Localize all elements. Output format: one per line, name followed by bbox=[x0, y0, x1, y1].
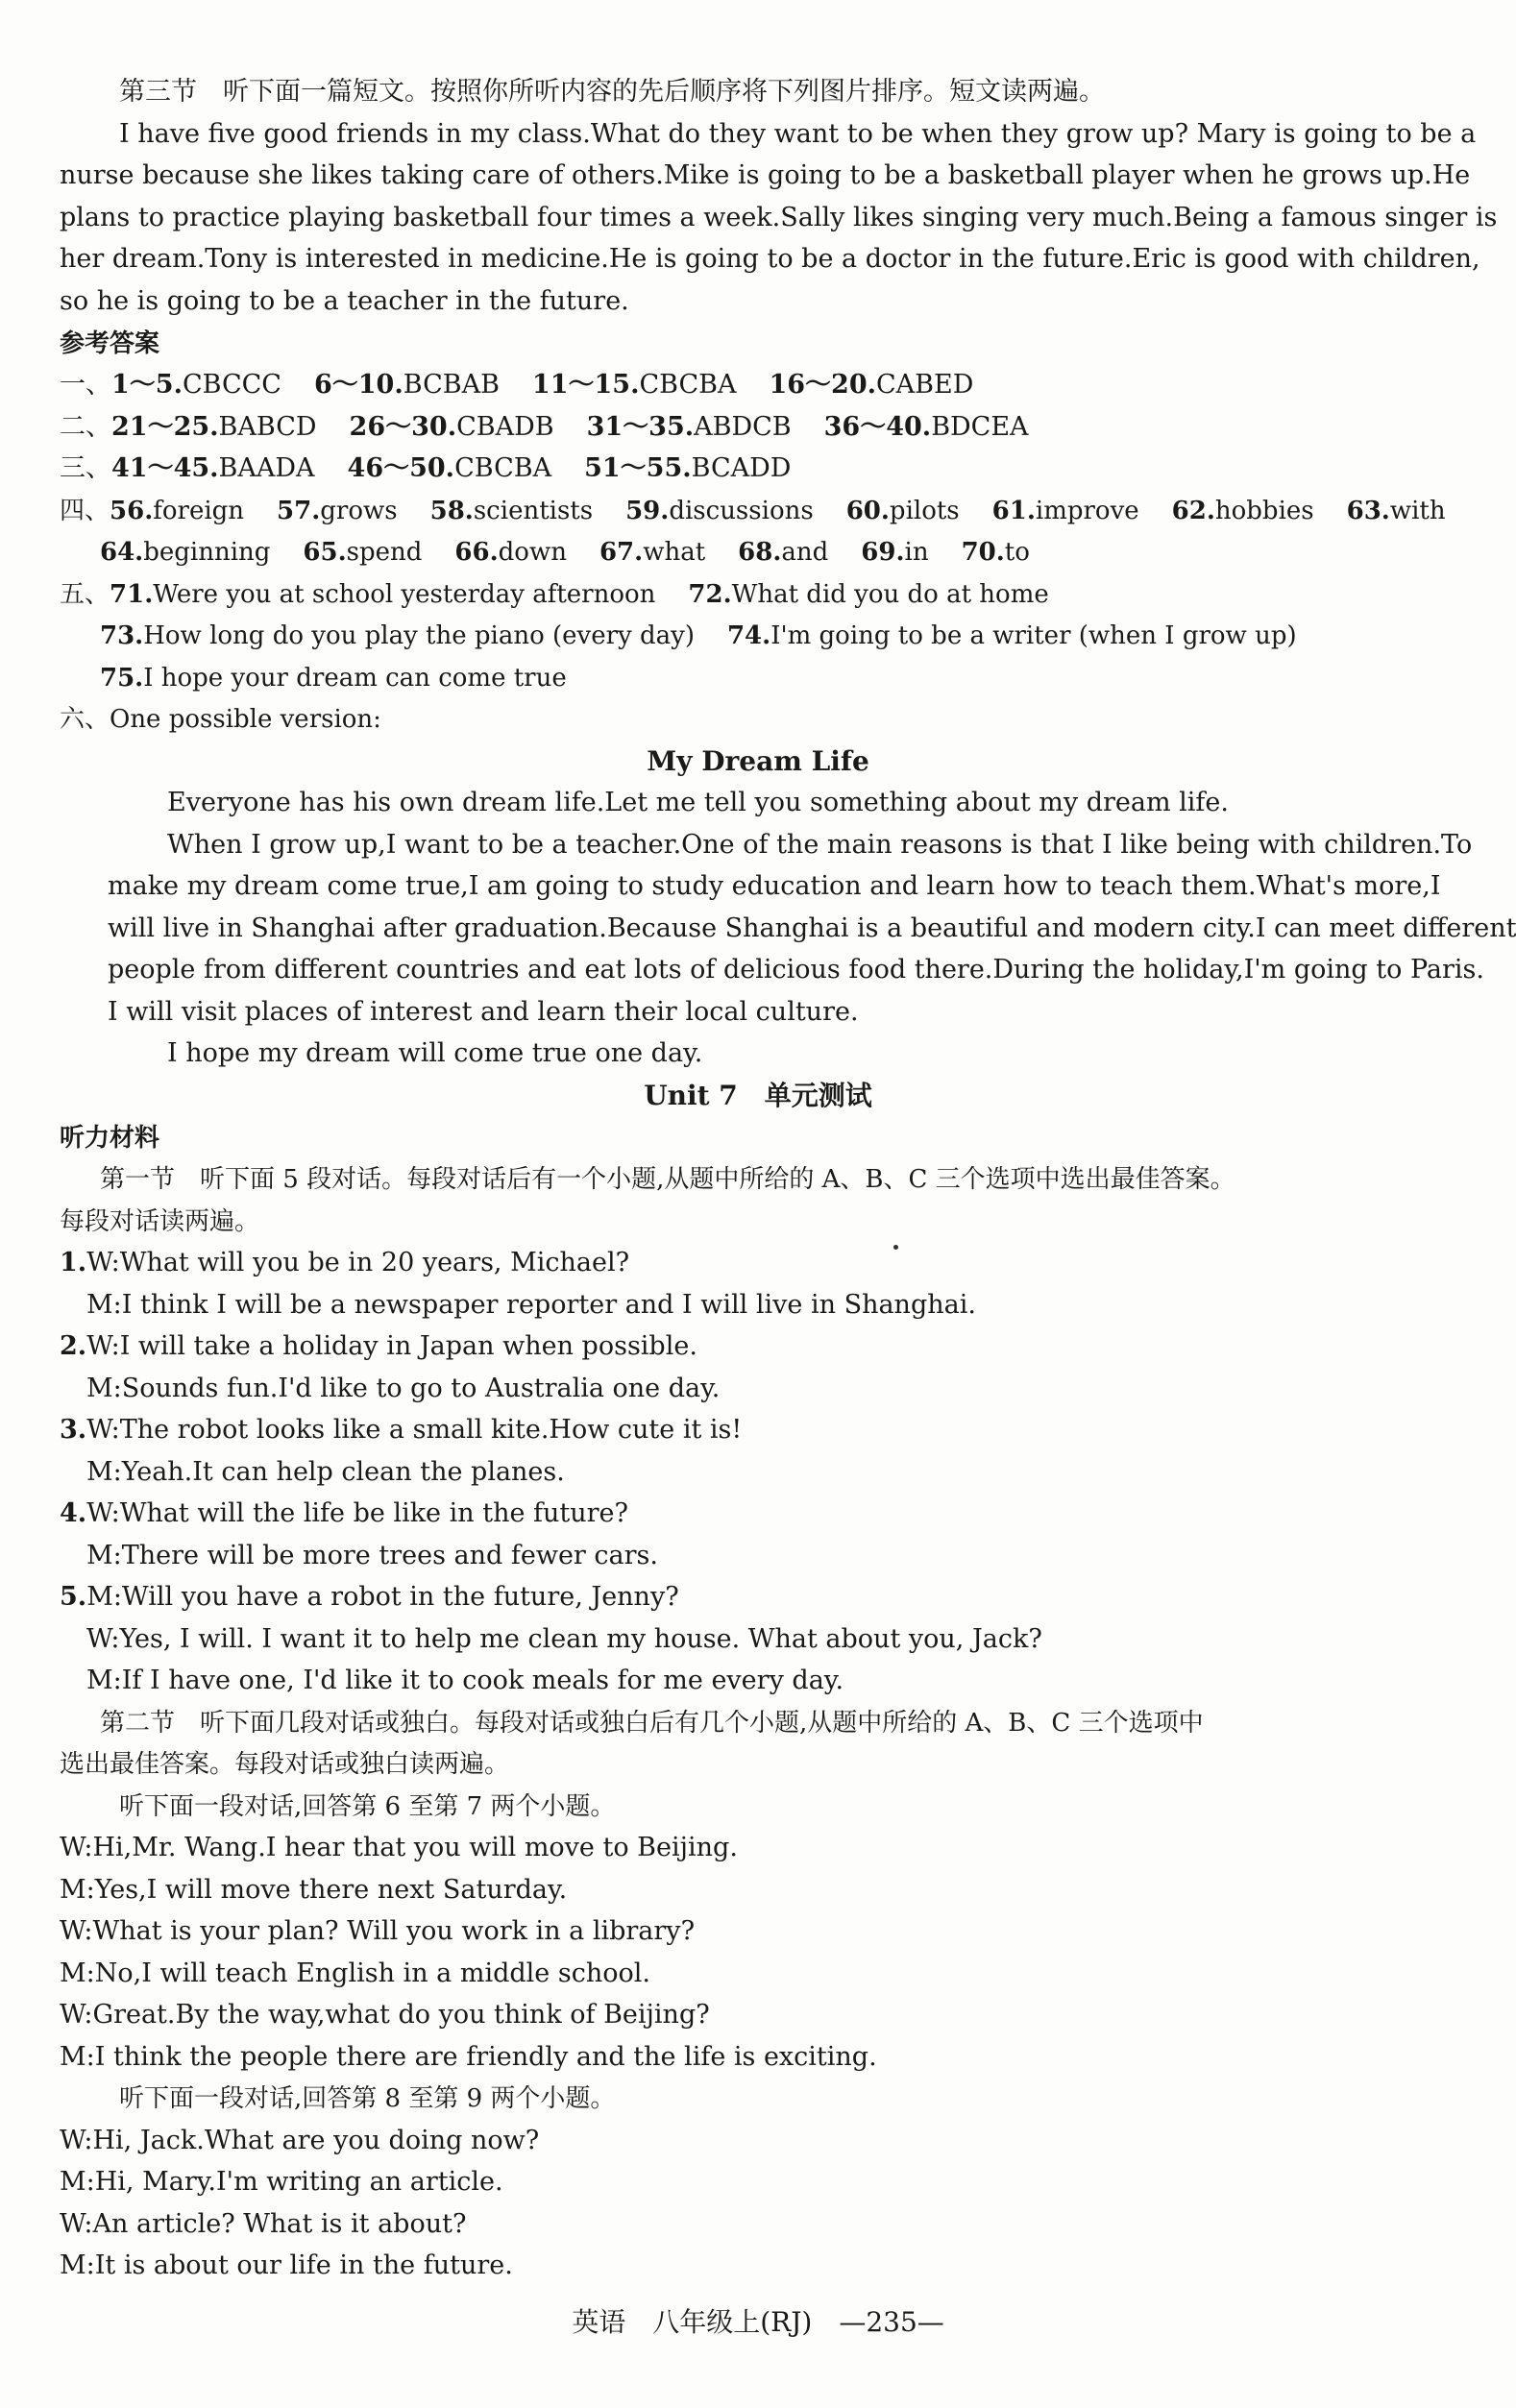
dialogue-line: M:It is about our life in the future. bbox=[60, 2250, 513, 2280]
answer-row-3: 三、41～45.BAADA 46～50.CBCBA 51～55.BCADD bbox=[60, 453, 792, 483]
page-speck bbox=[893, 1245, 898, 1250]
essay-line: Everyone has his own dream life.Let me tell you something about my dream life. bbox=[167, 788, 1229, 817]
section3-instruction: 第三节 听下面一篇短文。按照你所听内容的先后顺序将下列图片排序。短文读两遍。 bbox=[119, 77, 1105, 107]
answer-row-5c: 75.I hope your dream can come true bbox=[100, 664, 567, 693]
dialogue-line: 1.W:What will you be in 20 years, Michael? bbox=[60, 1248, 630, 1277]
dialogue-line: 3.W:The robot looks like a small kite.How cute it is! bbox=[60, 1415, 743, 1445]
essay-line: I hope my dream will come true one day. bbox=[167, 1038, 703, 1068]
answer-row-4a: 四、56.foreign 57.grows 58.scientists 59.discussions 60.pilots 61.improve 62.hobbies 63.with bbox=[60, 497, 1446, 525]
dialogue-line: M:If I have one, I'd like it to cook meals for me every day. bbox=[86, 1666, 844, 1695]
dialogue-line: W:An article? What is it about? bbox=[60, 2209, 467, 2239]
dialogue-line: W:Hi, Jack.What are you doing now? bbox=[60, 2126, 540, 2155]
dialogue-line: W:Yes, I will. I want it to help me clean my house. What about you, Jack? bbox=[86, 1624, 1042, 1654]
passage-line: plans to practice playing basketball four times a week.Sally likes singing very much.Being a famous singer is bbox=[60, 203, 1498, 232]
dialog-intro: 听下面一段对话,回答第 6 至第 7 两个小题。 bbox=[119, 1792, 616, 1821]
dialogue-line: M:Hi, Mary.I'm writing an article. bbox=[60, 2167, 503, 2197]
unit-title: Unit 7 单元测试 bbox=[644, 1080, 872, 1111]
passage-line: so he is going to be a teacher in the future. bbox=[60, 286, 629, 316]
dialogue-line: M:No,I will teach English in a middle school. bbox=[60, 1958, 650, 1988]
passage-line: nurse because she likes taking care of others.Mike is going to be a basketball player when he grows up.He bbox=[60, 160, 1471, 190]
dialogue-line: W:Hi,Mr. Wang.I hear that you will move to Beijing. bbox=[60, 1833, 738, 1862]
page-footer: 英语 八年级上(RJ) —235— bbox=[572, 2306, 944, 2338]
essay-line: will live in Shanghai after graduation.Because Shanghai is a beautiful and modern city.I can meet different bbox=[108, 913, 1516, 943]
dialogue-line: M:Yeah.It can help clean the planes. bbox=[86, 1457, 565, 1487]
essay-line: make my dream come true,I am going to study education and learn how to teach them.What's more,I bbox=[108, 871, 1441, 901]
dialogue-line: M:Sounds fun.I'd like to go to Australia one day. bbox=[86, 1374, 721, 1403]
essay-line: people from different countries and eat lots of delicious food there.During the holiday,I'm going to Paris. bbox=[108, 955, 1484, 985]
answer-row-5b: 73.How long do you play the piano (every day) 74.I'm going to be a writer (when I grow up) bbox=[100, 621, 1297, 650]
listening-heading: 听力材料 bbox=[60, 1124, 160, 1153]
answer-row-6: 六、One possible version: bbox=[60, 705, 381, 734]
dialog-intro: 听下面一段对话,回答第 8 至第 9 两个小题。 bbox=[119, 2084, 616, 2113]
dialogue-line: M:Yes,I will move there next Saturday. bbox=[60, 1875, 568, 1905]
part1-instruction: 第一节 听下面 5 段对话。每段对话后有一个小题,从题中所给的 A、B、C 三个选项中选出最佳答案。 bbox=[100, 1165, 1235, 1194]
dialogue-line: 2.W:I will take a holiday in Japan when possible. bbox=[60, 1331, 697, 1361]
passage-line: her dream.Tony is interested in medicine.He is going to be a doctor in the future.Eric is good with children, bbox=[60, 244, 1480, 274]
dialogue-line: 4.W:What will the life be like in the future? bbox=[60, 1498, 629, 1528]
part1-instruction: 每段对话读两遍。 bbox=[60, 1207, 260, 1236]
answer-row-2: 二、21～25.BABCD 26～30.CBADB 31～35.ABDCB 36～40.BDCEA bbox=[60, 412, 1029, 442]
dialogue-line: 5.M:Will you have a robot in the future, Jenny? bbox=[60, 1582, 679, 1612]
dialogue-line: W:What is your plan? Will you work in a library? bbox=[60, 1916, 696, 1946]
answer-row-1: 一、1～5.CBCCC 6～10.BCBAB 11～15.CBCBA 16～20.CABED bbox=[60, 370, 974, 400]
essay-title: My Dream Life bbox=[647, 745, 869, 777]
essay-line: When I grow up,I want to be a teacher.One of the main reasons is that I like being with children.To bbox=[167, 830, 1473, 860]
dialogue-line: M:I think the people there are friendly and the life is exciting. bbox=[60, 2042, 877, 2072]
part2-instruction: 选出最佳答案。每段对话或独白读两遍。 bbox=[60, 1750, 510, 1779]
answers-heading: 参考答案 bbox=[60, 329, 160, 358]
dialogue-line: M:There will be more trees and fewer cars. bbox=[86, 1541, 658, 1570]
dialogue-line: W:Great.By the way,what do you think of Beijing? bbox=[60, 2000, 710, 2030]
answer-row-5a: 五、71.Were you at school yesterday afternoon 72.What did you do at home bbox=[60, 580, 1049, 609]
dialogue-line: M:I think I will be a newspaper reporter and I will live in Shanghai. bbox=[86, 1290, 976, 1320]
part2-instruction: 第二节 听下面几段对话或独白。每段对话或独白后有几个小题,从题中所给的 A、B、C 三个选项中 bbox=[100, 1709, 1204, 1738]
answer-row-4b: 64.beginning 65.spend 66.down 67.what 68.and 69.in 70.to bbox=[100, 538, 1030, 567]
essay-line: I will visit places of interest and learn their local culture. bbox=[108, 997, 859, 1027]
passage-line: I have five good friends in my class.What do they want to be when they grow up? Mary is going to be a bbox=[119, 119, 1477, 149]
